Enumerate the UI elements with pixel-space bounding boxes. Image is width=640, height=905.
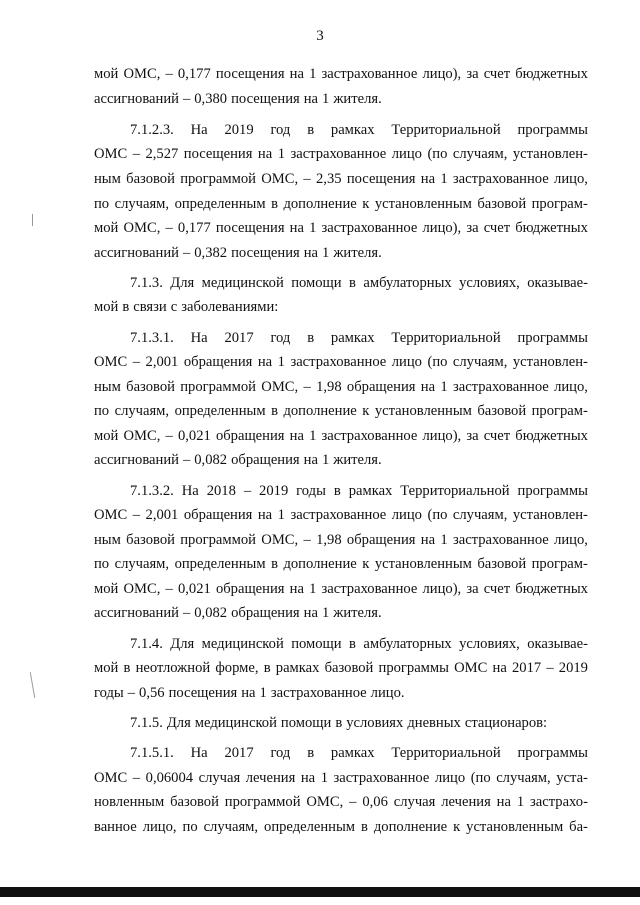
margin-mark <box>32 214 33 226</box>
paragraph-first-line: 7.1.5. Для медицинской помощи в условиях дневных стационаров: <box>130 715 548 731</box>
text-line: ОМС – 0,06004 случая лечения на 1 застрахованное лицо (по случаям, уста- <box>94 770 588 786</box>
paragraph-first-line: 7.1.4. Для медицинской помощи в амбулаторных условиях, оказывае- <box>130 636 588 652</box>
text-line: мой в неотложной форме, в рамках базовой программы ОМС на 2017 – 2019 <box>94 660 588 676</box>
page-number: 3 <box>316 28 324 44</box>
text-line: ным базовой программой ОМС, – 1,98 обращения на 1 застрахованное лицо, <box>94 379 588 395</box>
text-line: ванное лицо, по случаям, определенным в дополнение к установленным ба- <box>94 819 588 835</box>
text-line: по случаям, определенным в дополнение к установленным базовой програм- <box>94 403 588 419</box>
text-line: ассигнований – 0,380 посещения на 1 жителя. <box>94 91 382 107</box>
text-line: ОМС – 2,527 посещения на 1 застрахованное лицо (по случаям, установлен- <box>94 146 588 162</box>
paragraph-first-line: 7.1.3. Для медицинской помощи в амбулаторных условиях, оказывае- <box>130 275 588 291</box>
text-line: мой ОМС, – 0,021 обращения на 1 застрахованное лицо), за счет бюджетных <box>94 428 588 444</box>
text-line: ассигнований – 0,082 обращения на 1 жителя. <box>94 452 382 468</box>
text-line: мой ОМС, – 0,177 посещения на 1 застрахованное лицо), за счет бюджетных <box>94 220 588 236</box>
text-line: мой в связи с заболеваниями: <box>94 299 279 315</box>
text-line: по случаям, определенным в дополнение к установленным базовой програм- <box>94 556 588 572</box>
text-line: ОМС – 2,001 обращения на 1 застрахованное лицо (по случаям, установлен- <box>94 507 588 523</box>
text-line: мой ОМС, – 0,021 обращения на 1 застрахованное лицо), за счет бюджетных <box>94 581 588 597</box>
paragraph-first-line: 7.1.2.3. На 2019 год в рамках Территориальной программы <box>130 122 588 138</box>
scan-bottom-border <box>0 887 640 897</box>
text-line: ным базовой программой ОМС, – 2,35 посещения на 1 застрахованное лицо, <box>94 171 588 187</box>
text-line: мой ОМС, – 0,177 посещения на 1 застрахованное лицо), за счет бюджетных <box>94 66 588 82</box>
text-line: новленным базовой программой ОМС, – 0,06 случая лечения на 1 застрахо- <box>94 794 588 810</box>
paragraph-first-line: 7.1.3.2. На 2018 – 2019 годы в рамках Территориальной программы <box>130 483 588 499</box>
text-line: ным базовой программой ОМС, – 1,98 обращения на 1 застрахованное лицо, <box>94 532 588 548</box>
paragraph-first-line: 7.1.3.1. На 2017 год в рамках Территориальной программы <box>130 330 588 346</box>
text-line: годы – 0,56 посещения на 1 застрахованное лицо. <box>94 685 405 701</box>
text-line: по случаям, определенным в дополнение к установленным базовой програм- <box>94 196 588 212</box>
margin-mark <box>30 672 35 698</box>
text-line: ОМС – 2,001 обращения на 1 застрахованное лицо (по случаям, установлен- <box>94 354 588 370</box>
paragraph-first-line: 7.1.5.1. На 2017 год в рамках Территориальной программы <box>130 745 588 761</box>
text-line: ассигнований – 0,082 обращения на 1 жителя. <box>94 605 382 621</box>
text-line: ассигнований – 0,382 посещения на 1 жителя. <box>94 245 382 261</box>
